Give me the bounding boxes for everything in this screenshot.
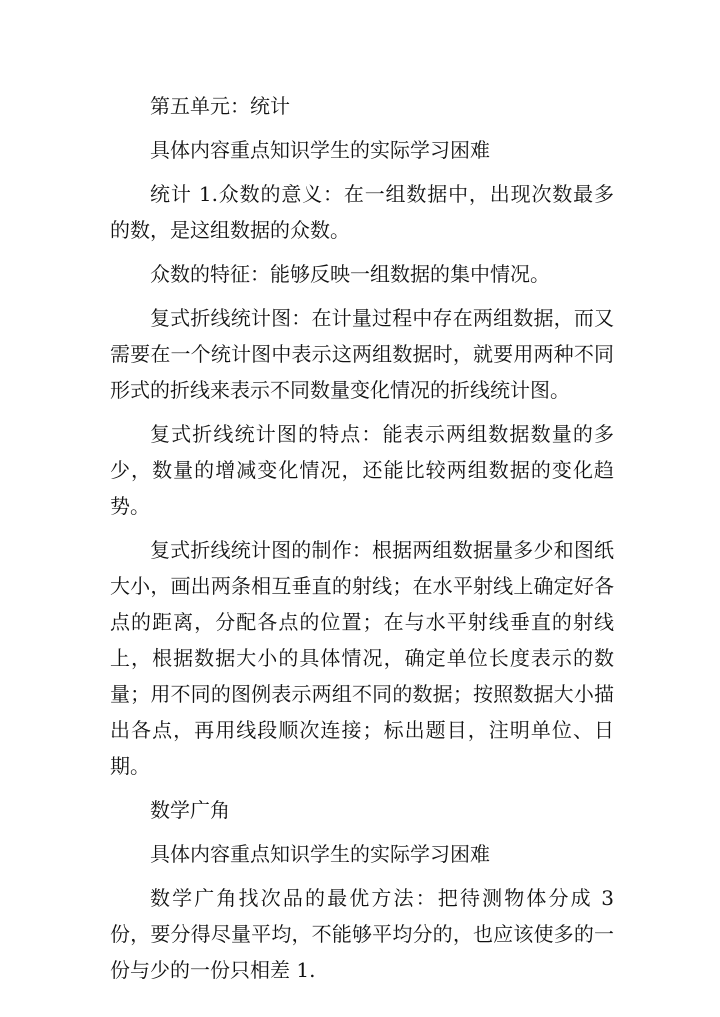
document-body [110, 88, 614, 996]
math-corner-heading: 数学广角 [150, 798, 230, 822]
defective-item-method-paragraph: 数学广角找次品的最优方法：把待测物体分成 3 份，要分得尽量平均，不能够平均分的，也应该使多的一份与少的一份只相差 1. [110, 886, 614, 982]
unit-heading: 第五单元：统计 [150, 94, 290, 118]
compound-line-chart-definition-paragraph: 复式折线统计图：在计量过程中存在两组数据，而又需要在一个统计图中表示这两组数据时，就要用两种不同形式的折线来表示不同数量变化情况的折线统计图。 [110, 306, 614, 402]
mode-definition-paragraph: 统计 1.众数的意义：在一组数据中，出现次数最多的数，是这组数据的众数。 [110, 182, 614, 242]
compound-line-chart-making-paragraph: 复式折线统计图的制作：根据两组数据量多少和图纸大小，画出两条相互垂直的射线；在水平射线上确定好各点的距离，分配各点的位置；在与水平射线垂直的射线上，根据数据大小的具体情况，确定单位长度表示的数量；用不同的图例表示两组不同的数据；按照数据大小描出各点，再用线段顺次连接；标出题目，注明单位、日期。 [110, 538, 614, 778]
table-header-line: 具体内容重点知识学生的实际学习困难 [150, 138, 490, 162]
mode-feature-paragraph: 众数的特征：能够反映一组数据的集中情况。 [150, 262, 550, 286]
compound-line-chart-features-paragraph: 复式折线统计图的特点：能表示两组数据数量的多少，数量的增减变化情况，还能比较两组数据的变化趋势。 [110, 422, 614, 518]
table-header-line-2: 具体内容重点知识学生的实际学习困难 [150, 842, 490, 866]
